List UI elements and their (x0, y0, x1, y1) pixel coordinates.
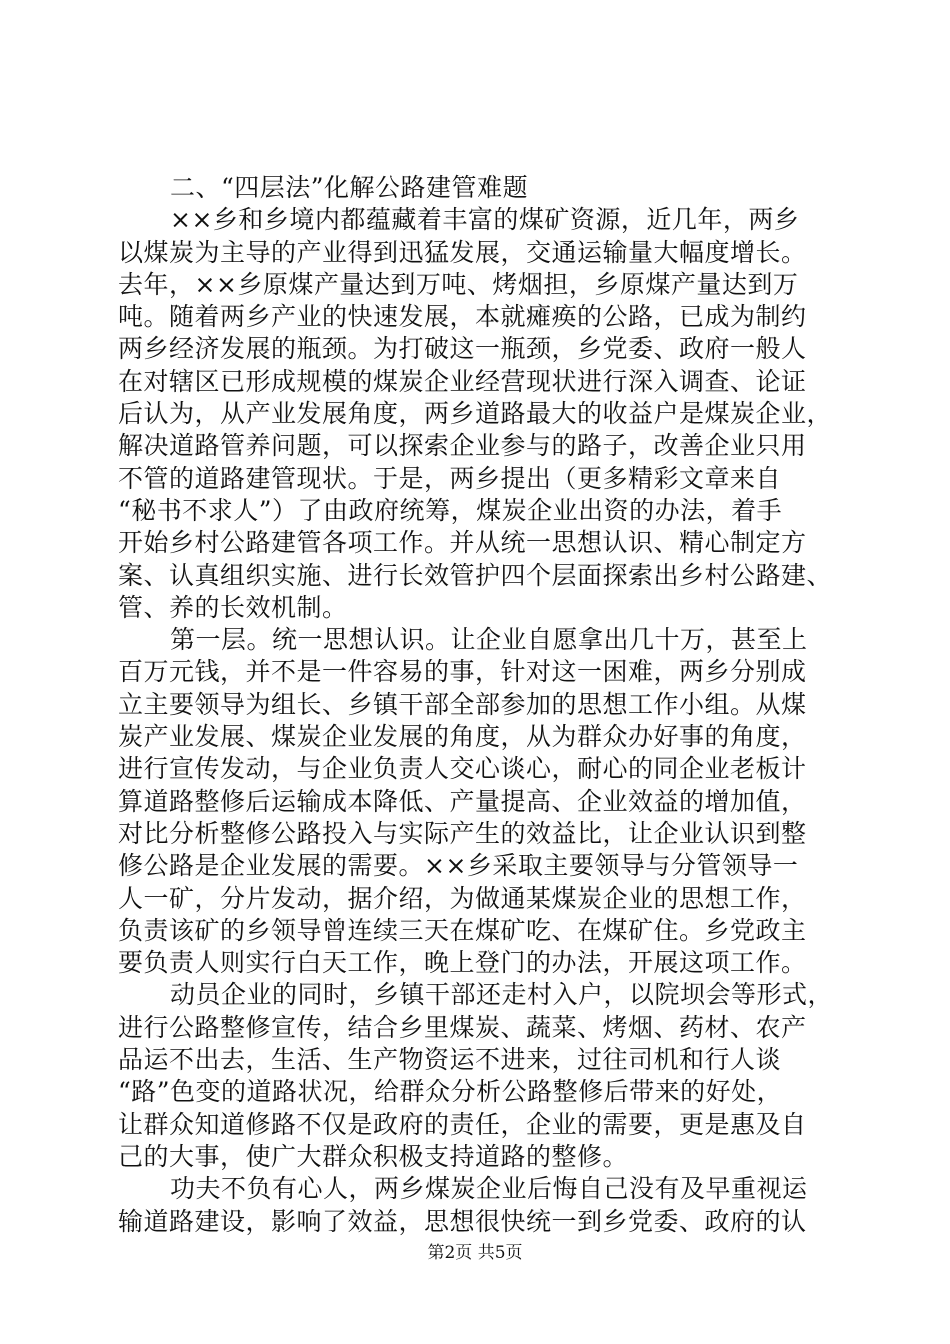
text-line: 去年，××乡原煤产量达到万吨、烤烟担，乡原煤产量达到万 (118, 269, 799, 299)
text-line: 动员企业的同时，乡镇干部还走村入户，以院坝会等形式， (170, 980, 834, 1010)
text-line: 输道路建设，影响了效益，思想很快统一到乡党委、政府的认 (118, 1206, 807, 1236)
text-line: 不管的道路建管现状。于是，两乡提出（更多精彩文章来自 (118, 463, 782, 493)
text-line: 两乡经济发展的瓶颈。为打破这一瓶颈，乡党委、政府一般人 (118, 334, 807, 364)
page-footer: 第2页 共5页 (427, 1243, 523, 1263)
text-line: 吨。随着两乡产业的快速发展，本就瘫痪的公路，已成为制约 (118, 302, 807, 332)
document-body (118, 172, 838, 1238)
text-line: 后认为，从产业发展角度，两乡道路最大的收益户是煤炭企业， (118, 399, 833, 429)
text-line: 炭产业发展、煤炭企业发展的角度，从为群众办好事的角度， (118, 722, 807, 752)
section-heading: 二、“四层法”化解公路建管难题 (170, 173, 529, 202)
text-line: 百万元钱，并不是一件容易的事，针对这一困难，两乡分别成 (118, 657, 807, 687)
text-line: “秘书不求人”）了由政府统筹，煤炭企业出资的办法，着手 (118, 495, 783, 525)
text-line: 修公路是企业发展的需要。××乡采取主要领导与分管领导一 (118, 851, 799, 881)
text-line: 解决道路管养问题，可以探索企业参与的路子，改善企业只用 (118, 431, 807, 461)
text-line: 在对辖区已形成规模的煤炭企业经营现状进行深入调查、论证 (118, 366, 807, 396)
text-line: 算道路整修后运输成本降低、产量提高、企业效益的增加值， (118, 786, 807, 816)
text-line: 让群众知道修路不仅是政府的责任，企业的需要，更是惠及自 (118, 1109, 807, 1139)
text-line: 要负责人则实行白天工作，晚上登门的办法，开展这项工作。 (118, 948, 807, 978)
text-line: 功夫不负有心人，两乡煤炭企业后悔自己没有及早重视运 (170, 1174, 808, 1204)
text-line: 管、养的长效机制。 (118, 592, 348, 622)
text-line: 案、认真组织实施、进行长效管护四个层面探索出乡村公路建、 (118, 560, 833, 590)
text-line: “路”色变的道路状况，给群众分析公路整修后带来的好处， (118, 1077, 783, 1107)
text-line: 品运不出去，生活、生产物资运不进来，过往司机和行人谈 (118, 1045, 782, 1075)
text-line: 开始乡村公路建管各项工作。并从统一思想认识、精心制定方 (118, 528, 807, 558)
text-line: ××乡和乡境内都蕴藏着丰富的煤矿资源，近几年，两乡 (170, 205, 800, 235)
text-line: 对比分析整修公路投入与实际产生的效益比，让企业认识到整 (118, 818, 807, 848)
text-line: 进行公路整修宣传，结合乡里煤炭、蔬菜、烤烟、药材、农产 (118, 1012, 807, 1042)
text-line: 进行宣传发动，与企业负责人交心谈心，耐心的同企业老板计 (118, 754, 807, 784)
text-line: 人一矿，分片发动，据介绍，为做通某煤炭企业的思想工作， (118, 883, 807, 913)
text-line: 以煤炭为主导的产业得到迅猛发展，交通运输量大幅度增长。 (118, 237, 807, 267)
text-line: 负责该矿的乡领导曾连续三天在煤矿吃、在煤矿住。乡党政主 (118, 915, 807, 945)
text-line: 己的大事，使广大群众积极支持道路的整修。 (118, 1141, 629, 1171)
text-line: 立主要领导为组长、乡镇干部全部参加的思想工作小组。从煤 (118, 689, 807, 719)
text-line: 第一层。统一思想认识。让企业自愿拿出几十万，甚至上 (170, 625, 808, 655)
